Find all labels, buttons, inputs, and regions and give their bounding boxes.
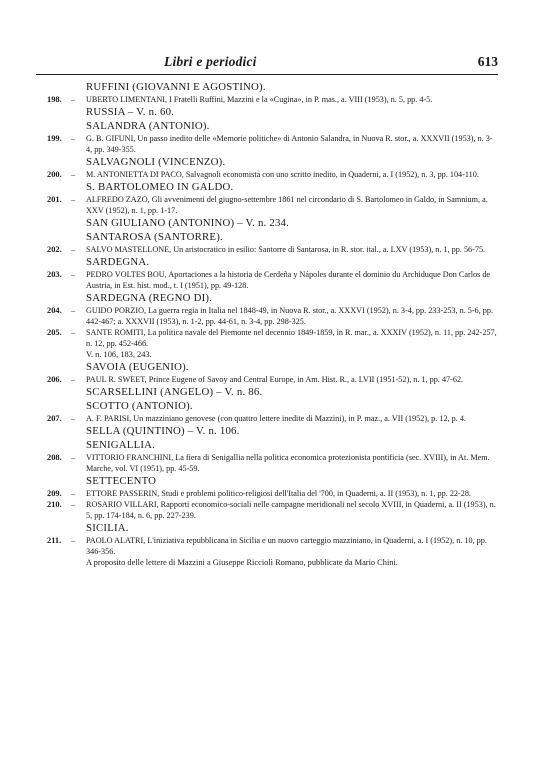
section-heading: SARDEGNA. [86,256,150,268]
cross-reference-note: V. n. 106, 183, 243. [86,350,152,359]
entry-number: 205. [47,328,62,337]
bibliography-entry [36,133,498,155]
section-heading: SARDEGNA (REGNO DI). [86,292,213,304]
entry-text: PEDRO VOLTES BOU, Aportaciones a la historia de Cerdeña y Nápoles durante el dominio du Archiduque Don Carlos de Austria, in Est. hist. mod., t. I (1951), pp. 49-128. [86,270,491,290]
entry-dash: – [71,453,76,462]
section-heading: SETTECENTO [86,475,157,487]
bibliography-entry [36,305,498,327]
section-heading: RUSSIA – V. n. 60. [86,106,175,118]
entry-dash: – [71,195,76,204]
entry-dash: – [71,170,76,179]
entry-number: 198. [47,95,62,104]
section-heading: SAVOIA (EUGENIO). [86,361,189,373]
entry-text: G. B. GIFUNI, Un passo inedito delle «Memorie politiche» di Antonio Salandra, in Nuova R. stor., a. XXXVII (1953), n. 3-4, pp. 349-355. [86,134,493,154]
document-page [36,52,498,568]
entry-dash: – [71,95,76,104]
section-heading: S. BARTOLOMEO IN GALDO. [86,181,234,193]
section-heading: SALANDRA (ANTONIO). [86,120,210,132]
bibliography-entry [36,244,498,255]
entry-text: VITTORIO FRANCHINI, La fiera di Senigallia nella politica economica protezionista pontificia (sec. XVIII), in At. Mem. Marche, vol. VI (1951), pp. 45-59. [86,453,490,473]
entry-number: 203. [47,270,62,279]
bibliography-entry [36,413,498,424]
entry-dash: – [71,375,76,384]
entry-text: GUIDO PORZIO, La guerra regia in Italia nel 1848-49, in Nuova R. stor., a. XXXVI (1952), n. 3-4, pp. 233-253, n. 5-6, pp. 442-467; a. XXXVII (1953), n. 1-2, pp. 44-61, n. 3-4, pp. 298-325. [86,306,494,326]
entry-dash: – [71,536,76,545]
section-heading: RUFFINI (GIOVANNI E AGOSTINO). [86,81,266,93]
entry-number: 204. [47,306,62,315]
entry-number: 199. [47,134,62,143]
bibliography-entry [36,194,498,216]
entry-text: SALVO MASTELLONE, Un aristocratico in esilio: Santorre di Santarosa, in R. stor. ital., a. LXV (1953), n. 1, pp. 56-75. [86,245,486,254]
entry-number: 209. [47,489,62,498]
section-heading: SAN GIULIANO (ANTONINO) – V. n. 234. [86,217,290,229]
section-heading: SENIGALLIA. [86,439,156,451]
bibliography-entry [36,94,498,105]
entry-text: PAOLO ALATRI, L'iniziativa repubblicana in Sicilia e un nuovo carteggio mazziniano, in Quaderni, a. I (1952), n. 10, pp. 346-356. [86,536,487,556]
entry-number: 208. [47,453,62,462]
entry-dash: – [71,270,76,279]
bibliography-entry [36,327,498,349]
bibliography-entry [36,499,498,521]
section-heading: SANTAROSA (SANTORRE). [86,231,223,243]
entry-dash: – [71,328,76,337]
page-number: 613 [477,54,498,69]
entry-dash: – [71,134,76,143]
entry-text: A. F. PARISI, Un mazziniano genovese (con quattro lettere inedite di Mazzini), in P. maz., a. VII (1952), p. 12, p. 4. [86,414,466,423]
entry-number: 202. [47,245,62,254]
bibliography-entry [36,169,498,180]
entry-text: UBERTO LIMENTANI, I Fratelli Ruffini, Mazzini e la «Cugina», in P. mas., a. VIII (1953), n. 5, pp. 4-5. [86,95,433,104]
bibliography-entry [36,488,498,499]
entry-dash: – [71,414,76,423]
bibliography-entry [36,269,498,291]
entry-dash: – [71,306,76,315]
entry-number: 201. [47,195,62,204]
entry-number: 206. [47,375,62,384]
section-heading: SCOTTO (ANTONIO). [86,400,193,412]
entry-text: PAUL R. SWEET, Prince Eugene of Savoy and Central Europe, in Am. Hist. R., a. LVII (1951-52), n. 1, pp. 47-62. [86,375,464,384]
entry-text: M. ANTONIETTA DI PACO, Salvagnoli economista con uno scritto inedito, in Quaderni, a. I (1952), n. 3, pp. 104-110. [86,170,479,179]
entry-text: ALFREDO ZAZO, Gli avvenimenti del giugno-settembre 1861 nel circondario di S. Bartolomeo in Galdo, in Samnium, a. XXV (1952), n. 1, pp. 1-17. [86,195,488,215]
section-heading: SICILIA. [86,522,129,534]
entry-dash: – [71,245,76,254]
bibliography-list [36,81,498,568]
entry-number: 207. [47,414,62,423]
bibliography-entry [36,452,498,474]
running-title: Libri e periodici [164,54,257,69]
entry-text: SANTE ROMITI, La politica navale del Piemonte nel decennio 1849-1859, in R. mar., a. XXXIV (1952), n. 11, pp. 242-257, n. 12, pp. 452-466. [86,328,497,348]
cross-reference-note: A proposito delle lettere di Mazzini a Giuseppe Ricciolì Romano, pubblicate da Mario Chini. [86,558,398,567]
section-heading: SALVAGNOLI (VINCENZO). [86,156,226,168]
section-heading: SCARSELLINI (ANGELO) – V. n. 86. [86,386,263,398]
entry-number: 200. [47,170,62,179]
entry-dash: – [71,500,76,509]
bibliography-entry [36,535,498,557]
entry-number: 211. [47,536,62,545]
page-header [36,52,498,75]
entry-dash: – [71,489,76,498]
bibliography-entry [36,374,498,385]
entry-number: 210. [47,500,62,509]
entry-text: ETTORE PASSERIN, Studi e problemi politico-religiosi dell'Italia del '700, in Quaderni, a. II (1953), n. 1, pp. 22-28. [86,489,471,498]
entry-text: ROSARIO VILLARI, Rapporti economico-sociali nelle campagne meridionali nel secolo XVIII, in Quaderni, a. II (1953), n. 5, pp. 174-184, n. 6, pp. 227-239. [86,500,496,520]
section-heading: SELLA (QUINTINO) – V. n. 106. [86,425,240,437]
